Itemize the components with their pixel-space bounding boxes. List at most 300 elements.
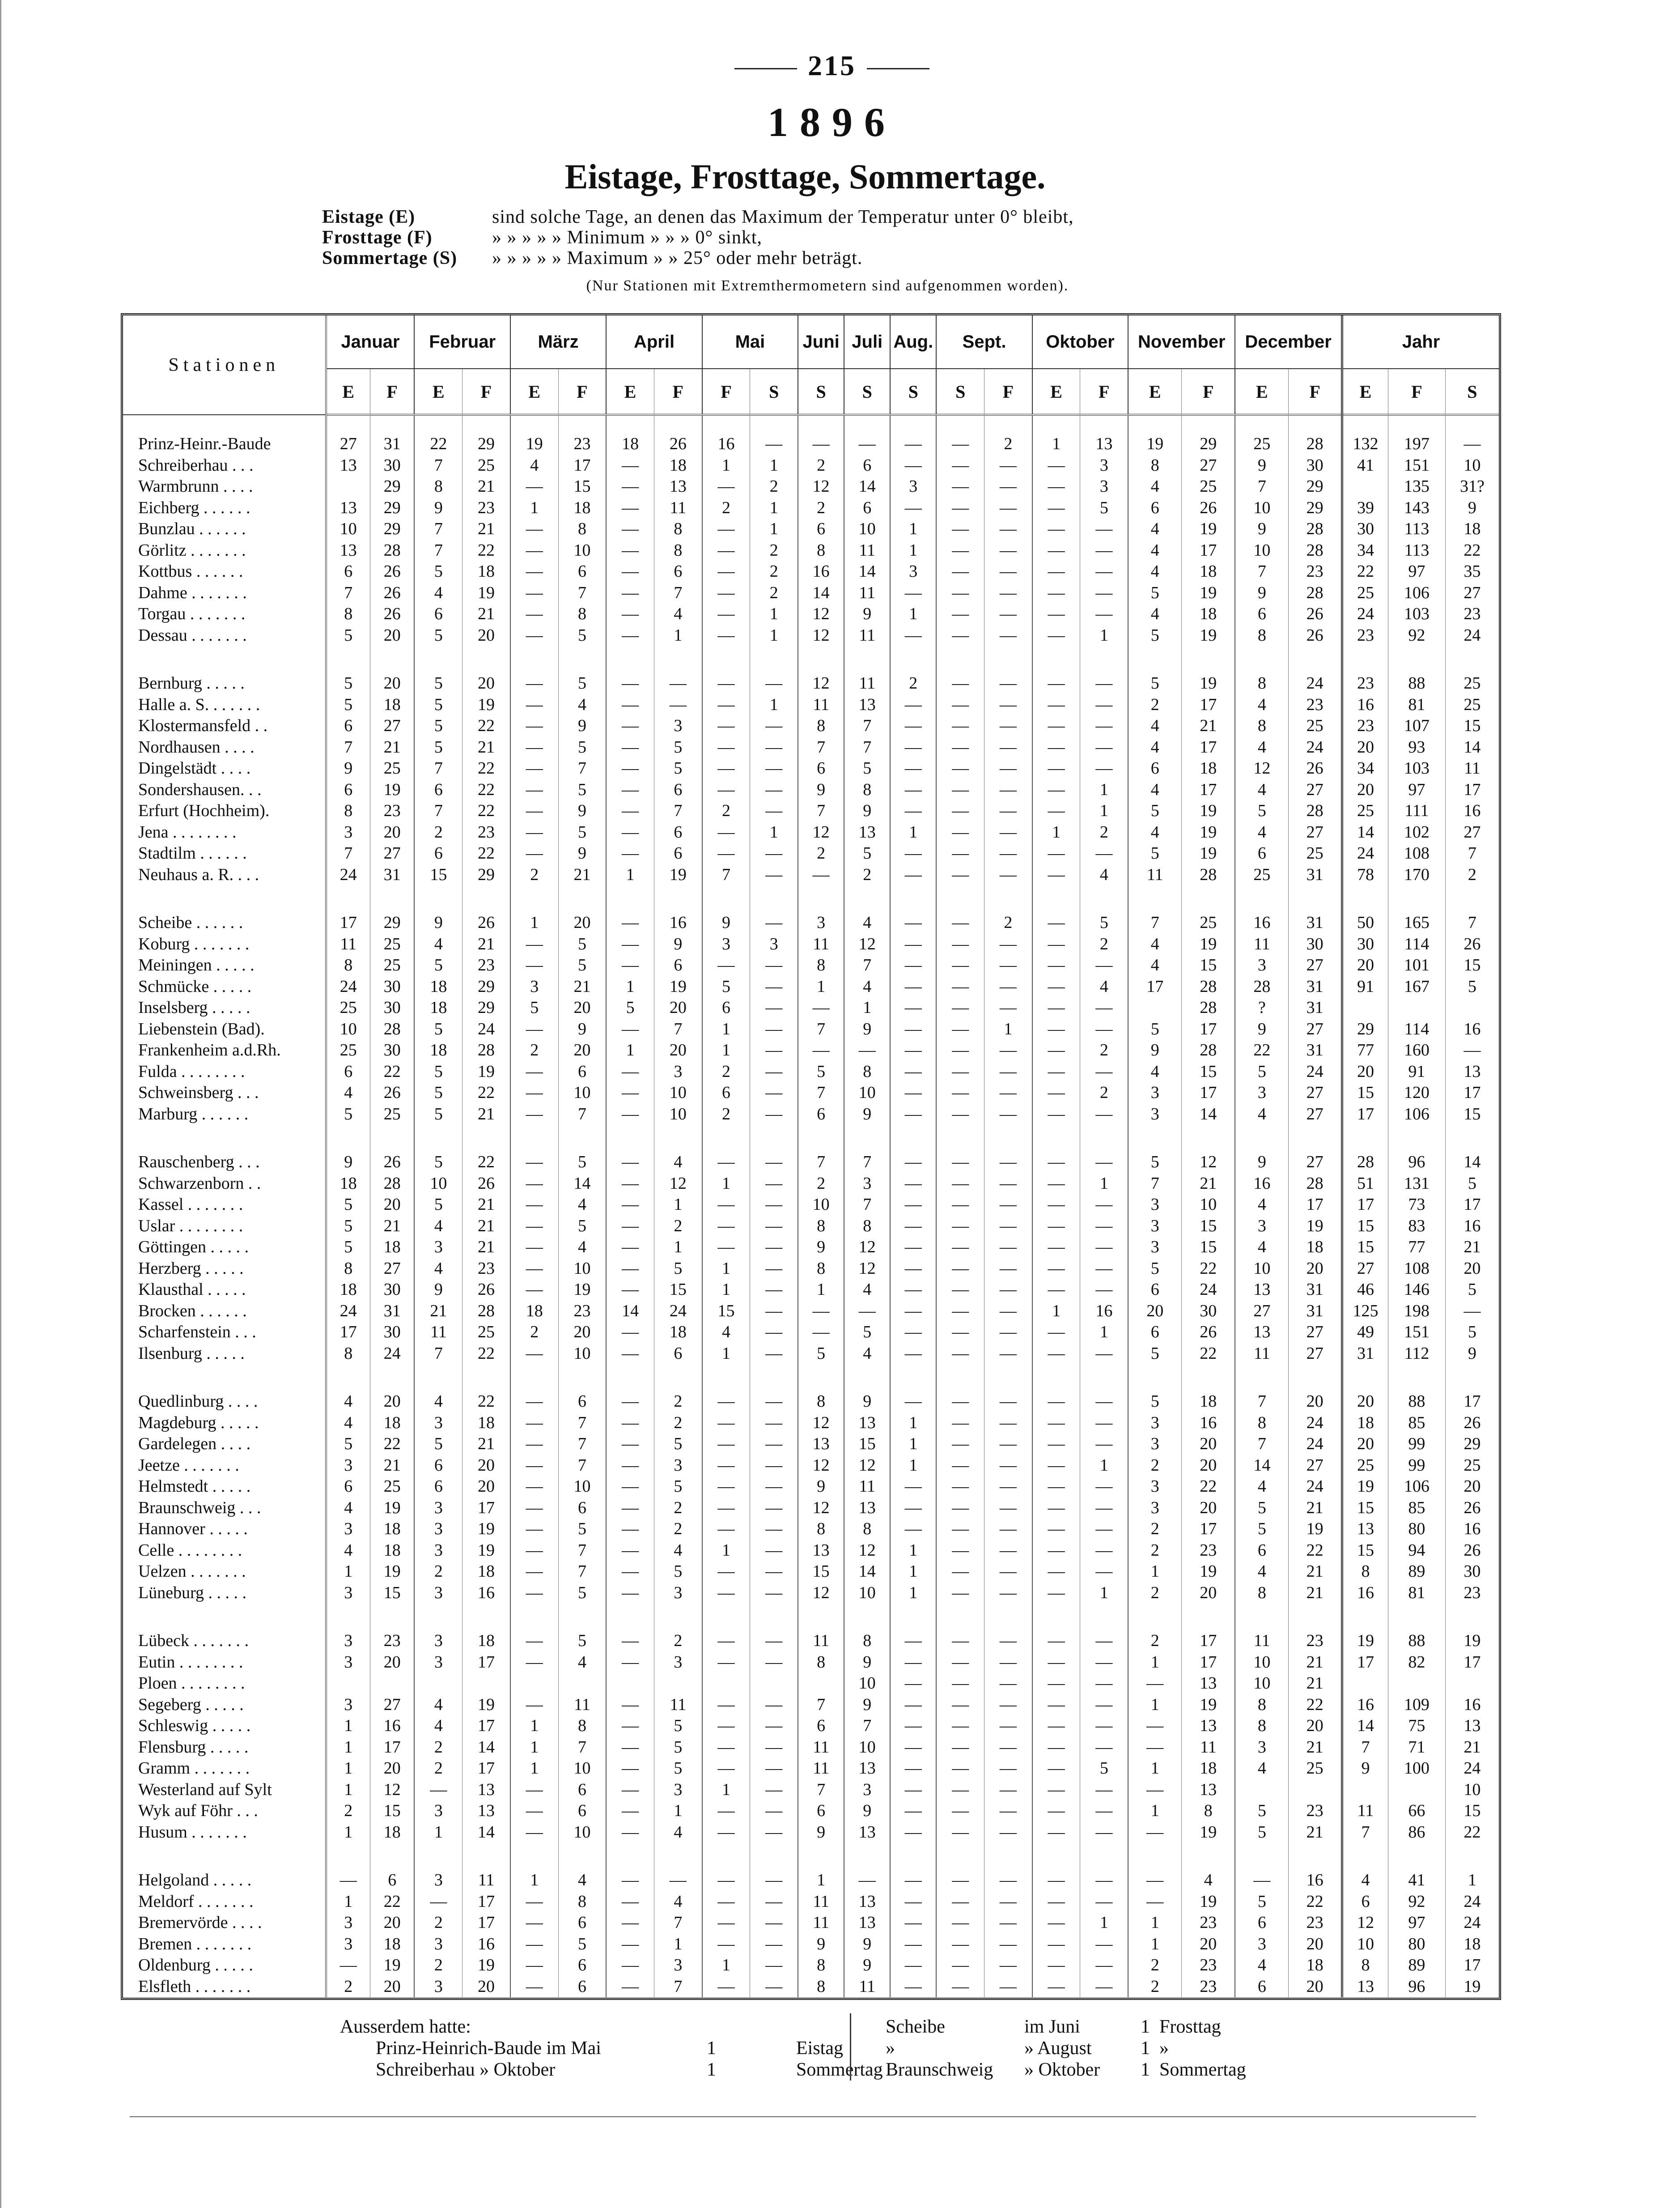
- value-cell: 5: [1128, 625, 1182, 647]
- value-cell: 6: [414, 604, 462, 625]
- value-cell: —: [510, 1498, 558, 1519]
- value-cell: 23: [462, 955, 510, 976]
- value-cell: 8: [798, 1258, 844, 1280]
- value-cell: 22: [1445, 540, 1499, 562]
- value-cell: 27: [1445, 583, 1499, 604]
- value-cell: —: [702, 1934, 750, 1955]
- gap-cell: [890, 885, 936, 912]
- value-cell: 1: [750, 625, 798, 647]
- value-cell: 9: [558, 800, 606, 822]
- value-cell: 6: [654, 955, 702, 976]
- value-cell: 19: [370, 779, 415, 801]
- value-cell: 17: [1182, 1519, 1235, 1540]
- value-cell: —: [890, 1715, 936, 1737]
- value-cell: 27: [370, 843, 415, 864]
- value-cell: —: [1032, 1194, 1080, 1216]
- table-row: [123, 1779, 1499, 1801]
- value-cell: 8: [1342, 1561, 1388, 1583]
- gap-cell: [558, 885, 606, 912]
- table-row: [123, 1455, 1499, 1476]
- footnote-divider: [850, 2013, 851, 2080]
- value-cell: 6: [654, 1343, 702, 1365]
- value-cell: —: [984, 715, 1032, 737]
- value-cell: 7: [414, 540, 462, 562]
- value-cell: 22: [462, 1152, 510, 1173]
- value-cell: 2: [654, 1412, 702, 1434]
- value-cell: —: [1128, 1715, 1182, 1737]
- gap-cell: [1080, 1125, 1128, 1152]
- value-cell: 8: [1182, 1800, 1235, 1822]
- value-cell: 9: [1445, 498, 1499, 519]
- value-cell: —: [1032, 1934, 1080, 1955]
- gap-cell: [510, 1843, 558, 1870]
- value-cell: 5: [1235, 800, 1289, 822]
- station-name: Göttingen . . . . .: [123, 1237, 326, 1258]
- value-cell: 27: [1289, 1343, 1342, 1365]
- value-cell: 19: [1445, 1976, 1499, 1998]
- value-cell: 6: [326, 779, 370, 801]
- table-row: [123, 1019, 1499, 1040]
- gap-cell: [414, 1604, 462, 1630]
- value-cell: 2: [414, 1561, 462, 1583]
- value-cell: —: [936, 1630, 984, 1652]
- value-cell: 25: [1445, 673, 1499, 694]
- value-cell: —: [702, 737, 750, 758]
- value-cell: —: [510, 1194, 558, 1216]
- value-cell: 27: [1289, 1019, 1342, 1040]
- value-cell: 16: [1235, 1173, 1289, 1195]
- value-cell: 17: [1342, 1104, 1388, 1125]
- sub-header: S: [890, 369, 936, 415]
- value-cell: 20: [1289, 1715, 1342, 1737]
- value-cell: 29: [1289, 476, 1342, 498]
- value-cell: 25: [462, 1322, 510, 1343]
- value-cell: 1: [702, 1279, 750, 1301]
- value-cell: 28: [1235, 976, 1289, 998]
- value-cell: —: [984, 1301, 1032, 1322]
- value-cell: 7: [414, 1343, 462, 1365]
- value-cell: 1: [1128, 1758, 1182, 1779]
- value-cell: —: [890, 1519, 936, 1540]
- value-cell: —: [606, 912, 654, 934]
- value-cell: 27: [1289, 822, 1342, 843]
- table-row: [123, 673, 1499, 694]
- value-cell: 25: [370, 1476, 415, 1498]
- value-cell: 5: [414, 1194, 462, 1216]
- value-cell: 28: [1289, 800, 1342, 822]
- value-cell: —: [606, 1258, 654, 1280]
- table-row: [123, 1301, 1499, 1322]
- value-cell: 11: [844, 583, 890, 604]
- value-cell: 3: [1235, 1737, 1289, 1758]
- value-cell: 9: [654, 934, 702, 955]
- value-cell: 7: [558, 1737, 606, 1758]
- value-cell: —: [890, 1040, 936, 1061]
- value-cell: —: [890, 800, 936, 822]
- value-cell: —: [1080, 715, 1128, 737]
- sub-header: F: [984, 369, 1032, 415]
- table-row: [123, 1630, 1499, 1652]
- value-cell: 6: [370, 1870, 415, 1891]
- table-body: [123, 415, 1499, 1997]
- value-cell: 8: [414, 476, 462, 498]
- value-cell: —: [936, 1934, 984, 1955]
- value-cell: —: [750, 1934, 798, 1955]
- value-cell: 5: [1128, 843, 1182, 864]
- value-cell: 10: [558, 1476, 606, 1498]
- value-cell: 8: [844, 1216, 890, 1237]
- table-row: [123, 1870, 1499, 1891]
- value-cell: —: [510, 1434, 558, 1455]
- gap-cell: [606, 1843, 654, 1870]
- value-cell: 13: [844, 1498, 890, 1519]
- value-cell: 9: [844, 800, 890, 822]
- gap-cell: [984, 1843, 1032, 1870]
- table-row: [123, 1694, 1499, 1716]
- value-cell: [1445, 1673, 1499, 1694]
- value-cell: —: [1032, 1822, 1080, 1843]
- value-cell: 197: [1388, 415, 1446, 455]
- gap-cell: [326, 646, 370, 673]
- gap-cell: [370, 1364, 415, 1391]
- value-cell: —: [984, 1258, 1032, 1280]
- value-cell: 12: [798, 673, 844, 694]
- value-cell: 12: [844, 1455, 890, 1476]
- value-cell: —: [750, 1652, 798, 1673]
- value-cell: 2: [702, 498, 750, 519]
- value-cell: 23: [1182, 1976, 1235, 1998]
- table-row: [123, 1822, 1499, 1843]
- value-cell: 2: [1128, 1540, 1182, 1561]
- value-cell: 13: [1445, 1061, 1499, 1083]
- value-cell: —: [1080, 1258, 1128, 1280]
- value-cell: 8: [844, 779, 890, 801]
- value-cell: 6: [1128, 1322, 1182, 1343]
- value-cell: —: [750, 1870, 798, 1891]
- value-cell: 13: [326, 498, 370, 519]
- gap-cell: [844, 1843, 890, 1870]
- table-row: [123, 415, 1499, 455]
- value-cell: —: [1032, 1715, 1080, 1737]
- value-cell: 5: [1235, 1519, 1289, 1540]
- value-cell: 7: [1128, 912, 1182, 934]
- value-cell: —: [750, 1976, 798, 1998]
- value-cell: [326, 1673, 370, 1694]
- value-cell: 3: [702, 934, 750, 955]
- value-cell: —: [1080, 737, 1128, 758]
- footnote-station: Prinz-Heinrich-Baude im Mai: [376, 2038, 601, 2059]
- value-cell: 11: [844, 673, 890, 694]
- value-cell: —: [750, 1301, 798, 1322]
- value-cell: 21: [462, 1237, 510, 1258]
- value-cell: —: [1128, 1870, 1182, 1891]
- value-cell: —: [606, 604, 654, 625]
- value-cell: —: [606, 540, 654, 562]
- value-cell: —: [936, 1891, 984, 1913]
- value-cell: —: [890, 1694, 936, 1716]
- value-cell: —: [1032, 1630, 1080, 1652]
- value-cell: 26: [1182, 1322, 1235, 1343]
- value-cell: 5: [798, 1061, 844, 1083]
- table-row: [123, 1561, 1499, 1583]
- value-cell: —: [1032, 1391, 1080, 1412]
- value-cell: —: [936, 1822, 984, 1843]
- value-cell: —: [606, 1498, 654, 1519]
- gap-cell: [1182, 1125, 1235, 1152]
- value-cell: 1: [1080, 1583, 1128, 1604]
- station-name: Schwarzenborn . .: [123, 1173, 326, 1195]
- value-cell: 6: [844, 498, 890, 519]
- value-cell: 1: [510, 912, 558, 934]
- value-cell: 16: [462, 1934, 510, 1955]
- table-row: [123, 1412, 1499, 1434]
- value-cell: 22: [462, 758, 510, 779]
- value-cell: 77: [1342, 1040, 1388, 1061]
- value-cell: 4: [414, 1391, 462, 1412]
- value-cell: 91: [1388, 1061, 1446, 1083]
- gap-cell: [1342, 1843, 1388, 1870]
- value-cell: 4: [1235, 779, 1289, 801]
- value-cell: 8: [558, 604, 606, 625]
- definition-row: [322, 227, 1342, 248]
- value-cell: —: [984, 694, 1032, 716]
- value-cell: 6: [326, 715, 370, 737]
- value-cell: 7: [798, 1694, 844, 1716]
- sub-header: S: [936, 369, 984, 415]
- value-cell: 5: [654, 1715, 702, 1737]
- value-cell: —: [984, 1476, 1032, 1498]
- value-cell: —: [750, 779, 798, 801]
- value-cell: 1: [326, 1561, 370, 1583]
- value-cell: —: [890, 997, 936, 1019]
- value-cell: 5: [1080, 1758, 1128, 1779]
- value-cell: 16: [1342, 694, 1388, 716]
- gap-cell: [370, 1125, 415, 1152]
- month-header: Aug.: [890, 315, 936, 369]
- value-cell: 23: [462, 822, 510, 843]
- value-cell: 2: [326, 1800, 370, 1822]
- value-cell: —: [1032, 583, 1080, 604]
- gap-cell: [462, 1843, 510, 1870]
- value-cell: 20: [1342, 779, 1388, 801]
- value-cell: 11: [1182, 1737, 1235, 1758]
- definitions: [322, 207, 1342, 268]
- value-cell: —: [1080, 1737, 1128, 1758]
- value-cell: 14: [606, 1301, 654, 1322]
- value-cell: 5: [558, 1519, 606, 1540]
- value-cell: —: [606, 519, 654, 540]
- value-cell: 26: [1182, 498, 1235, 519]
- value-cell: —: [606, 779, 654, 801]
- value-cell: 9: [558, 715, 606, 737]
- value-cell: —: [750, 1519, 798, 1540]
- value-cell: 23: [1289, 1912, 1342, 1934]
- value-cell: 30: [1182, 1301, 1235, 1322]
- value-cell: —: [984, 1561, 1032, 1583]
- value-cell: 4: [326, 1412, 370, 1434]
- value-cell: 3: [1128, 1082, 1182, 1104]
- value-cell: —: [890, 1476, 936, 1498]
- value-cell: 1: [326, 1715, 370, 1737]
- gap-cell: [1032, 1843, 1080, 1870]
- value-cell: 1: [326, 1891, 370, 1913]
- value-cell: —: [750, 1630, 798, 1652]
- value-cell: 167: [1388, 976, 1446, 998]
- value-cell: 1: [1080, 1912, 1128, 1934]
- value-cell: 5: [414, 673, 462, 694]
- value-cell: 18: [414, 976, 462, 998]
- value-cell: 21: [1445, 1237, 1499, 1258]
- value-cell: 5: [510, 997, 558, 1019]
- value-cell: —: [750, 1343, 798, 1365]
- value-cell: 1: [510, 1758, 558, 1779]
- value-cell: —: [654, 1870, 702, 1891]
- value-cell: —: [984, 758, 1032, 779]
- footnote-count: 1: [1141, 2059, 1150, 2080]
- value-cell: 30: [1289, 934, 1342, 955]
- value-cell: 5: [558, 1630, 606, 1652]
- value-cell: —: [702, 1434, 750, 1455]
- value-cell: 106: [1388, 1476, 1446, 1498]
- value-cell: 3: [1128, 1412, 1182, 1434]
- value-cell: 18: [414, 1040, 462, 1061]
- value-cell: 22: [1182, 1476, 1235, 1498]
- value-cell: 2: [750, 540, 798, 562]
- bottom-rule: [130, 2116, 1476, 2117]
- value-cell: 3: [414, 1498, 462, 1519]
- value-cell: 114: [1388, 1019, 1446, 1040]
- value-cell: 20: [1445, 1258, 1499, 1280]
- value-cell: —: [606, 1322, 654, 1343]
- value-cell: —: [702, 758, 750, 779]
- value-cell: 7: [798, 1082, 844, 1104]
- value-cell: 17: [462, 1891, 510, 1913]
- value-cell: 8: [558, 519, 606, 540]
- value-cell: 4: [558, 1870, 606, 1891]
- value-cell: —: [984, 455, 1032, 476]
- value-cell: —: [510, 1455, 558, 1476]
- gap-cell: [654, 885, 702, 912]
- value-cell: 8: [326, 800, 370, 822]
- value-cell: 26: [370, 604, 415, 625]
- value-cell: 29: [462, 976, 510, 998]
- value-cell: 7: [798, 1019, 844, 1040]
- value-cell: 4: [1235, 1476, 1289, 1498]
- value-cell: —: [936, 1976, 984, 1998]
- value-cell: —: [984, 1673, 1032, 1694]
- value-cell: [1388, 997, 1446, 1019]
- station-name: Brocken . . . . . .: [123, 1301, 326, 1322]
- value-cell: 6: [654, 561, 702, 583]
- value-cell: 1: [1128, 1800, 1182, 1822]
- value-cell: 75: [1388, 1715, 1446, 1737]
- value-cell: 10: [1445, 1779, 1499, 1801]
- value-cell: 8: [1235, 1583, 1289, 1604]
- table-row: [123, 715, 1499, 737]
- value-cell: —: [936, 1104, 984, 1125]
- value-cell: 5: [844, 843, 890, 864]
- value-cell: —: [606, 1955, 654, 1976]
- station-name: Braunschweig . . .: [123, 1498, 326, 1519]
- value-cell: 88: [1388, 673, 1446, 694]
- value-cell: —: [510, 1258, 558, 1280]
- table-row: [123, 540, 1499, 562]
- value-cell: —: [1032, 498, 1080, 519]
- value-cell: 9: [414, 498, 462, 519]
- value-cell: —: [510, 1955, 558, 1976]
- value-cell: 8: [1235, 673, 1289, 694]
- value-cell: 20: [1182, 1583, 1235, 1604]
- value-cell: 7: [1235, 1391, 1289, 1412]
- value-cell: 18: [1445, 519, 1499, 540]
- value-cell: 26: [370, 583, 415, 604]
- value-cell: —: [510, 519, 558, 540]
- value-cell: 22: [462, 1343, 510, 1365]
- value-cell: —: [890, 1870, 936, 1891]
- value-cell: 2: [510, 1322, 558, 1343]
- value-cell: 23: [1289, 1630, 1342, 1652]
- value-cell: —: [984, 864, 1032, 886]
- value-cell: —: [1080, 561, 1128, 583]
- value-cell: 28: [1342, 1152, 1388, 1173]
- table-row: [123, 779, 1499, 801]
- gap-cell: [1445, 1604, 1499, 1630]
- value-cell: —: [702, 1870, 750, 1891]
- gap-cell: [606, 1125, 654, 1152]
- value-cell: 18: [1289, 1955, 1342, 1976]
- value-cell: 24: [1289, 1061, 1342, 1083]
- value-cell: —: [984, 1391, 1032, 1412]
- value-cell: —: [326, 1955, 370, 1976]
- value-cell: 18: [370, 1934, 415, 1955]
- page-number-text: 215: [808, 50, 856, 81]
- value-cell: 16: [1342, 1583, 1388, 1604]
- value-cell: —: [984, 1173, 1032, 1195]
- value-cell: 23: [1289, 1800, 1342, 1822]
- value-cell: —: [510, 1391, 558, 1412]
- value-cell: 4: [1128, 604, 1182, 625]
- value-cell: 13: [844, 1912, 890, 1934]
- value-cell: —: [798, 1040, 844, 1061]
- value-cell: 1: [510, 498, 558, 519]
- gap-cell: [890, 1843, 936, 1870]
- value-cell: 1: [798, 976, 844, 998]
- value-cell: 20: [370, 1976, 415, 1998]
- value-cell: 3: [844, 1779, 890, 1801]
- value-cell: —: [606, 1758, 654, 1779]
- value-cell: 7: [558, 758, 606, 779]
- value-cell: 21: [1182, 715, 1235, 737]
- group-gap: [123, 885, 1499, 912]
- value-cell: 9: [558, 1019, 606, 1040]
- value-cell: 18: [558, 498, 606, 519]
- station-name: Herzberg . . . . .: [123, 1258, 326, 1280]
- value-cell: —: [1032, 997, 1080, 1019]
- value-cell: 18: [1182, 604, 1235, 625]
- value-cell: 27: [1342, 1258, 1388, 1280]
- value-cell: 10: [558, 1822, 606, 1843]
- value-cell: 5: [1128, 800, 1182, 822]
- value-cell: —: [510, 1779, 558, 1801]
- value-cell: 3: [414, 1934, 462, 1955]
- footnote-row: [340, 2059, 883, 2080]
- value-cell: —: [606, 1540, 654, 1561]
- value-cell: —: [510, 476, 558, 498]
- value-cell: 10: [844, 1673, 890, 1694]
- value-cell: 1: [1128, 1561, 1182, 1583]
- month-header: März: [510, 315, 606, 369]
- value-cell: —: [936, 498, 984, 519]
